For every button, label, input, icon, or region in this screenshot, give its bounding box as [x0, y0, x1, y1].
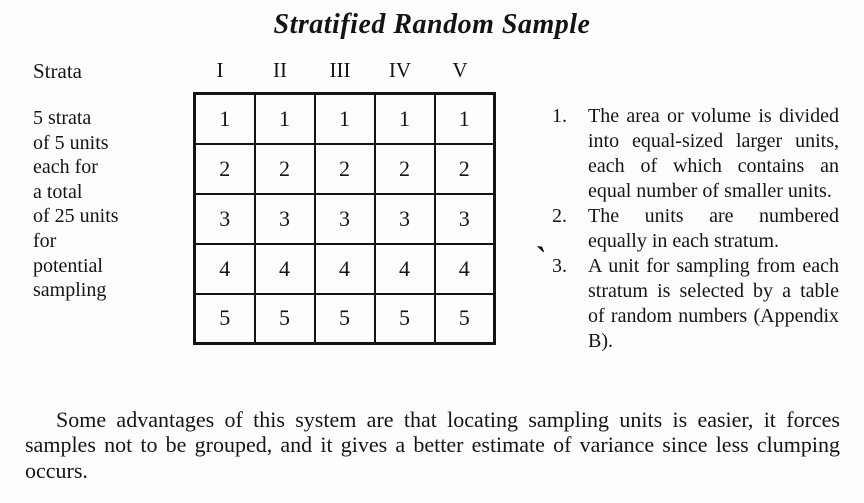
grid-cell: 1 — [195, 94, 255, 144]
grid-cell: 4 — [435, 244, 495, 294]
grid-cell: 3 — [255, 194, 315, 244]
grid-cell: 5 — [375, 294, 435, 344]
grid-column-headers — [190, 58, 490, 83]
step-number: 2. — [552, 205, 567, 227]
left-note-line: a total — [33, 180, 83, 203]
column-header: II — [273, 58, 287, 82]
grid-row — [195, 144, 495, 194]
steps-list — [549, 104, 839, 354]
left-note-line: potential — [33, 254, 103, 277]
grid-row — [195, 294, 495, 344]
grid-cell: 4 — [375, 244, 435, 294]
grid-cell: 3 — [195, 194, 255, 244]
grid-cell: 1 — [255, 94, 315, 144]
strata-grid — [193, 92, 496, 345]
strata-label: Strata — [33, 59, 82, 83]
left-note-line: 5 strata — [33, 107, 92, 129]
grid-cell: 3 — [315, 194, 375, 244]
grid-cell: 4 — [315, 244, 375, 294]
step-item — [549, 204, 839, 254]
grid-cell: 1 — [435, 94, 495, 144]
column-header: I — [216, 58, 224, 82]
grid-cell: 2 — [375, 144, 435, 194]
step-text: A unit for sampling from each stratum is selected by a table of random numbers (Appendix B). — [588, 255, 839, 352]
grid-row — [195, 194, 495, 244]
grid-cell: 5 — [435, 294, 495, 344]
grid-cell: 5 — [255, 294, 315, 344]
left-note-line: sampling — [33, 279, 107, 302]
grid-row — [195, 94, 495, 144]
column-header: V — [452, 58, 468, 82]
grid-cell: 2 — [255, 144, 315, 194]
grid-cell: 4 — [255, 244, 315, 294]
grid-row — [195, 244, 495, 294]
grid-cell: 1 — [315, 94, 375, 144]
step-number: 1. — [552, 105, 567, 127]
stray-mark-icon: ` — [531, 240, 548, 279]
grid-cell: 3 — [375, 194, 435, 244]
left-note-line: of 25 units — [33, 205, 119, 228]
step-item — [549, 104, 839, 204]
left-note-line: each for — [33, 156, 98, 179]
footer-paragraph: Some advantages of this system are that locating sampling units is easier, it forces samples not to be grouped, and it gives a better estimate of variance since less clumping occurs. — [25, 407, 840, 483]
grid-cell: 2 — [195, 144, 255, 194]
page-title: Stratified Random Sample — [273, 9, 591, 40]
step-text: The units are numbered equally in each stratum. — [588, 205, 839, 252]
step-item — [549, 254, 839, 354]
grid-cell: 5 — [195, 294, 255, 344]
step-text: The area or volume is divided into equal-sized larger units, each of which contains an equal number of smaller units. — [588, 105, 839, 202]
grid-cell: 5 — [315, 294, 375, 344]
column-header: IV — [388, 58, 412, 82]
grid-cell: 2 — [315, 144, 375, 194]
grid-cell: 3 — [435, 194, 495, 244]
left-note-line: for — [33, 229, 57, 252]
left-note-line: of 5 units — [33, 131, 109, 154]
grid-cell: 1 — [375, 94, 435, 144]
left-note — [33, 106, 193, 303]
grid-cell: 2 — [435, 144, 495, 194]
step-number: 3. — [552, 255, 567, 277]
grid-cell: 4 — [195, 244, 255, 294]
column-header: III — [329, 58, 351, 82]
